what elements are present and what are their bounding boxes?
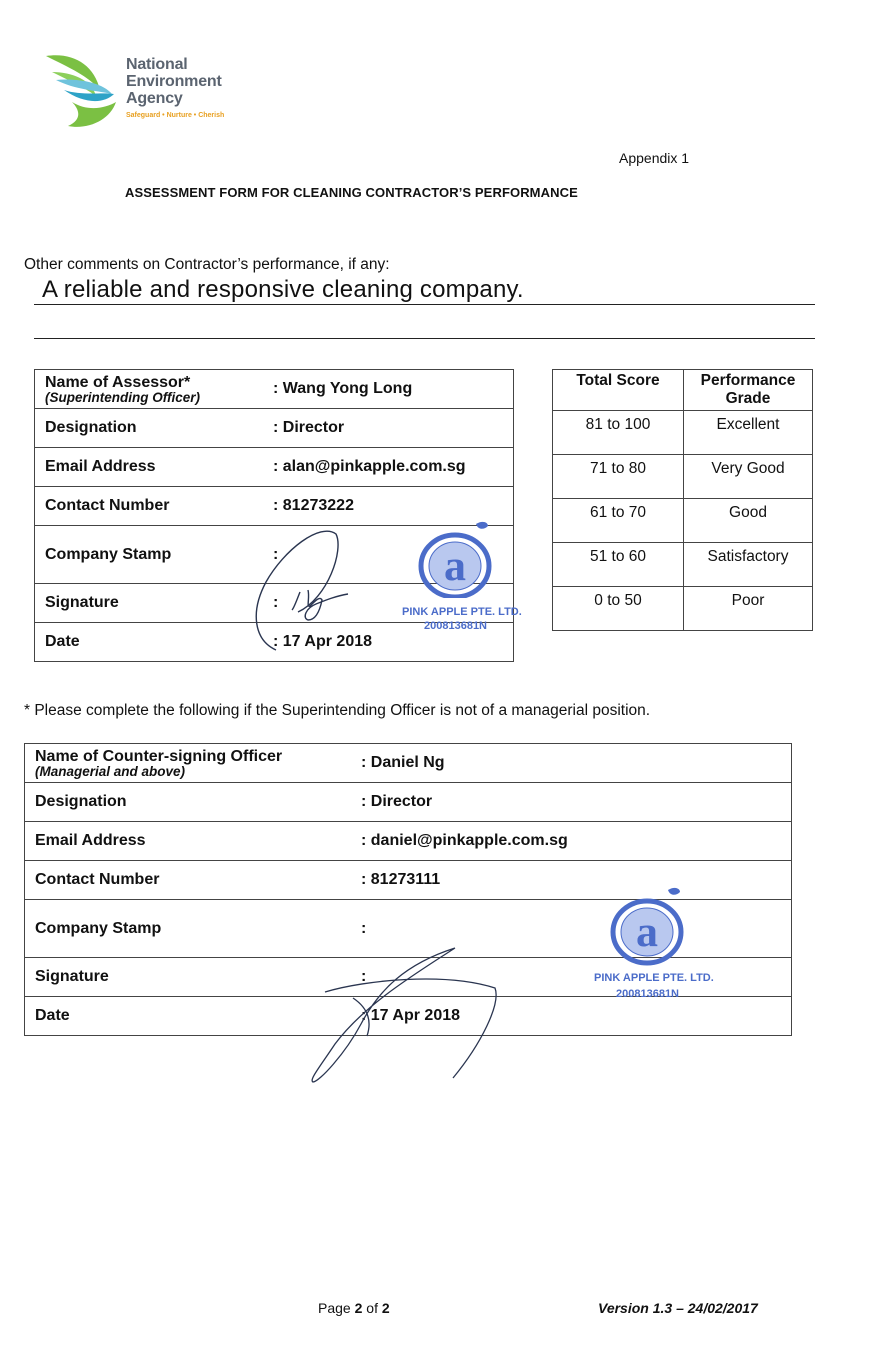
score-grade: Poor — [684, 587, 813, 631]
table-row — [25, 744, 792, 783]
table-row — [553, 587, 813, 631]
countersign-email-value[interactable]: : daniel@pinkapple.com.sg — [353, 822, 792, 861]
pink-apple-stamp-icon — [592, 886, 717, 966]
countersign-stamp-value[interactable]: : — [353, 900, 792, 958]
score-header-grade: Performance Grade — [684, 370, 813, 411]
assessor-date-label: Date — [35, 623, 256, 662]
assessor-signature-value[interactable]: : — [255, 584, 514, 623]
score-grade: Good — [684, 499, 813, 543]
countersign-contact-value[interactable]: : 81273111 — [353, 861, 792, 900]
comments-value[interactable]: A reliable and responsive cleaning company. — [42, 276, 524, 303]
logo-tagline: Safeguard • Nurture • Cherish — [126, 112, 225, 119]
score-range: 51 to 60 — [553, 543, 684, 587]
svg-text:a: a — [444, 541, 466, 590]
score-grade-table — [552, 369, 813, 631]
countersign-designation-value[interactable]: : Director — [353, 783, 792, 822]
svg-text:a: a — [636, 907, 658, 956]
assessor-email-label: Email Address — [35, 448, 256, 487]
table-row — [553, 455, 813, 499]
assessor-email-value[interactable]: : alan@pinkapple.com.sg — [255, 448, 514, 487]
pink-apple-stamp-icon — [400, 518, 525, 598]
company-stamp-2: a PINK APPLE PTE. LTD. 200813681N — [592, 886, 722, 1004]
countersign-note: * Please complete the following if the Superintending Officer is not of a managerial position. — [24, 702, 651, 719]
countersign-designation-label: Designation — [25, 783, 354, 822]
score-grade: Satisfactory — [684, 543, 813, 587]
countersign-name-label: Name of Counter-signing Officer (Managerial and above) — [25, 744, 354, 783]
table-row — [553, 411, 813, 455]
logo-name: National Environment Agency — [126, 56, 222, 107]
score-range: 81 to 100 — [553, 411, 684, 455]
score-grade: Very Good — [684, 455, 813, 499]
countersign-date-label: Date — [25, 997, 354, 1036]
comments-line-2 — [34, 338, 815, 339]
table-row — [553, 370, 813, 411]
assessor-contact-value[interactable]: : 81273222 — [255, 487, 514, 526]
assessor-name-value[interactable]: : Wang Yong Long — [255, 370, 514, 409]
table-row — [25, 822, 792, 861]
assessor-contact-label: Contact Number — [35, 487, 256, 526]
table-row — [553, 543, 813, 587]
score-range: 71 to 80 — [553, 455, 684, 499]
page-number: Page 2 of 2 — [318, 1300, 390, 1316]
table-row — [35, 448, 514, 487]
appendix-label: Appendix 1 — [619, 150, 690, 166]
assessor-date-value[interactable]: : 17 Apr 2018 — [255, 623, 514, 662]
version-label: Version 1.3 – 24/02/2017 — [598, 1300, 758, 1316]
assessor-stamp-label: Company Stamp — [35, 526, 256, 584]
countersign-signature-icon — [305, 944, 505, 1084]
score-range: 0 to 50 — [553, 587, 684, 631]
countersign-name-value[interactable]: : Daniel Ng — [353, 744, 792, 783]
table-row — [35, 370, 514, 409]
table-row — [553, 499, 813, 543]
nea-logo — [42, 48, 242, 130]
comments-line-1 — [34, 304, 815, 305]
score-range: 61 to 70 — [553, 499, 684, 543]
table-row — [25, 783, 792, 822]
assessor-stamp-value[interactable]: : — [255, 526, 514, 584]
form-title: ASSESSMENT FORM FOR CLEANING CONTRACTOR’S PERFORMANCE — [125, 185, 578, 200]
countersign-signature-value[interactable]: : — [353, 958, 792, 997]
table-row — [35, 409, 514, 448]
comments-label: Other comments on Contractor’s performance, if any: — [24, 256, 390, 273]
countersign-contact-label: Contact Number — [25, 861, 354, 900]
countersign-signature-label: Signature — [25, 958, 354, 997]
score-header-total: Total Score — [553, 370, 684, 411]
countersign-email-label: Email Address — [25, 822, 354, 861]
assessor-designation-label: Designation — [35, 409, 256, 448]
assessor-designation-value[interactable]: : Director — [255, 409, 514, 448]
assessor-name-label: Name of Assessor* (Superintending Officer) — [35, 370, 256, 409]
company-stamp-1: a PINK APPLE PTE. LTD. 200813681N — [400, 518, 525, 636]
assessor-signature-icon — [236, 520, 376, 660]
assessor-signature-label: Signature — [35, 584, 256, 623]
nea-logo-icon — [42, 50, 122, 130]
score-grade: Excellent — [684, 411, 813, 455]
countersign-stamp-label: Company Stamp — [25, 900, 354, 958]
countersign-date-value[interactable]: : 17 Apr 2018 — [353, 997, 792, 1036]
